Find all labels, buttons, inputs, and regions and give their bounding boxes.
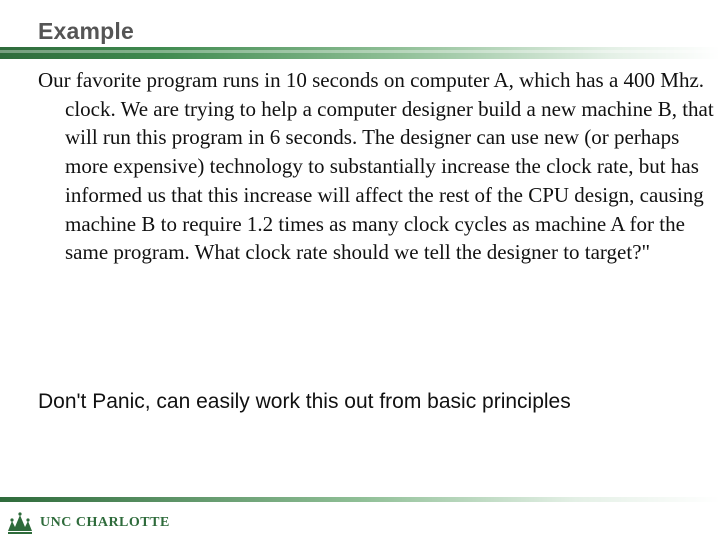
slide-title: Example (38, 18, 135, 44)
logo-text: UNC CHARLOTTE (40, 515, 170, 530)
university-logo (6, 510, 170, 536)
title-divider (0, 47, 720, 59)
footer-divider (0, 497, 720, 502)
problem-statement: Our favorite program runs in 10 seconds on computer A, which has a 400 Mhz. clock. We are trying to help a computer designer build a new machine B, that will run this program in 6 seconds. The designer can use new (or perhaps more expensive) technology to substantially increase the clock rate, but has informed us that this increase will affect the rest of the CPU design, causing machine B to require 1.2 times as many clock cycles as machine A for the same program. What clock rate should we tell the designer to target?" (38, 68, 714, 265)
note-text: Don't Panic, can easily work this out from basic principles (38, 390, 571, 413)
crown-icon (6, 511, 34, 535)
